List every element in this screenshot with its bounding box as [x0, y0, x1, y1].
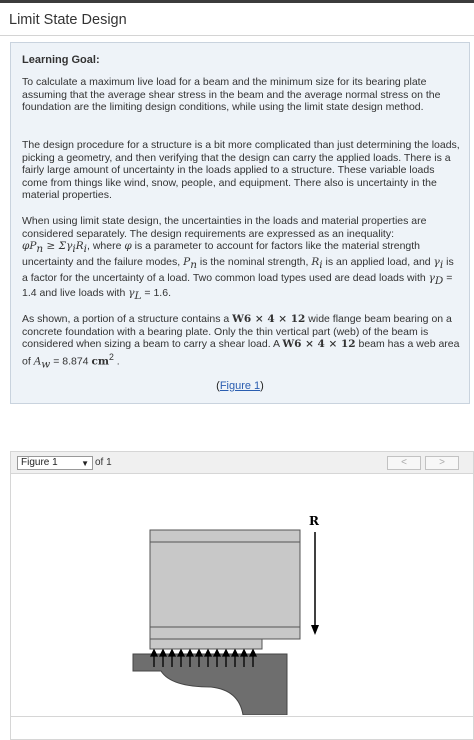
p4-text-b: wide flange beam bearing on a concrete foundation with a bearing plate. Only the thin vertical part (web) of the beam is considered when sizing a beam to carry a shear load. A	[22, 313, 452, 351]
gamma-i-symbol: γ	[433, 255, 440, 268]
gamma-i-sub: i	[439, 258, 444, 271]
inequality-lhs: φP	[22, 240, 37, 253]
pn-sub: n	[190, 258, 197, 271]
gamma-l-symbol: γ	[128, 287, 135, 300]
p4-text-d: = 8.874	[50, 355, 92, 368]
inequality-sub: n	[36, 243, 44, 256]
load-label: R	[309, 514, 319, 528]
next-figure-button[interactable]: >	[425, 456, 459, 470]
figure-link-open-paren: (	[216, 380, 220, 392]
p4-text-a: As shown, a portion of a structure contains a	[22, 313, 233, 325]
load-arrow-head	[311, 625, 319, 635]
previous-figure-button[interactable]: <	[387, 456, 421, 470]
concrete-foundation	[133, 654, 287, 715]
gamma-l-sub: L	[134, 290, 142, 303]
bearing-plate	[150, 639, 262, 649]
figure-toolbar	[11, 452, 473, 474]
figure-select-value: Figure 1	[21, 457, 58, 468]
ri-symbol: R	[311, 255, 320, 268]
p3-text-g: = 1.4 and live loads with	[22, 271, 453, 300]
p3-text-f: is a factor for the uncertainty of a load. Two common load types used are dead loads with	[22, 255, 454, 284]
area-unit-exponent: 2	[108, 351, 114, 362]
goal-paragraph-1: To calculate a maximum live load for a beam and the minimum size for its bearing plate assuming that the average shear stress in the beam and the average normal stress on the foundation are the limiting design conditions, while using the limit state design method.	[22, 76, 441, 114]
p3-text-d: is the nominal strength,	[196, 255, 312, 268]
caret-down-icon: ▼	[81, 459, 89, 468]
p3-text-a: When using limit state design, the uncertainties in the loads and material properties are considered separately. The design requirements are expressed as an inequality:	[22, 215, 427, 240]
figure-link-close-paren: )	[260, 380, 264, 392]
beam-designation-2: W6 × 4 × 12	[282, 338, 356, 351]
page-title: Limit State Design	[9, 12, 127, 28]
title-divider	[0, 35, 474, 36]
aw-symbol: A	[33, 355, 42, 368]
goal-paragraph-3	[22, 215, 460, 303]
gamma-d-symbol: γ	[428, 271, 435, 284]
beam-designation-1: W6 × 4 × 12	[232, 313, 306, 325]
aw-sub: w	[41, 358, 51, 371]
pn-symbol: P	[183, 255, 191, 268]
figure-link-row	[11, 380, 469, 392]
figure-1-link[interactable]: Figure 1	[219, 380, 261, 392]
gamma-d-sub: D	[434, 274, 444, 287]
p3-text-b: , where	[87, 240, 125, 253]
beam-web	[150, 542, 300, 627]
ri-sub: i	[319, 258, 323, 271]
top-bar	[0, 0, 474, 3]
learning-goal-panel	[10, 42, 470, 404]
goal-paragraph-2: The design procedure for a structure is a bit more complicated than just determining the loads, picking a geometry, and then verifying that the design can carry the applied loads. There is a fairly large amount of uncertainty in the loads applied to a structure. These variable loads come from things like wind, snow, people, and equipment. There also is uncertainty in the material properties.	[22, 139, 460, 202]
p3-text-h: = 1.6.	[141, 287, 171, 300]
figure-count-label: of 1	[95, 457, 112, 468]
beam-bottom-flange	[150, 627, 300, 639]
figure-footer-rule	[11, 716, 473, 717]
p4-text-e: .	[113, 355, 120, 368]
phi-symbol: φ	[124, 240, 132, 253]
figure-select[interactable]	[17, 456, 93, 470]
figure-viewer	[10, 451, 474, 740]
inequality-rhs: ≥ Σγ	[43, 240, 73, 253]
p3-text-c: is a parameter to account for factors like the material strength uncertainty and the failure modes,	[22, 240, 421, 268]
area-unit: cm	[91, 355, 109, 368]
inequality-sub3: i	[83, 243, 87, 256]
goal-paragraph-4	[22, 313, 460, 371]
p3-text-e: is an applied load, and	[322, 255, 434, 268]
inequality-sub2: i	[72, 243, 76, 256]
beam-top-flange	[150, 530, 300, 542]
beam-figure	[11, 475, 473, 715]
p4-text-c: beam has a web area of	[22, 338, 460, 368]
inequality-R: R	[75, 240, 84, 253]
learning-goal-heading: Learning Goal:	[22, 54, 100, 66]
